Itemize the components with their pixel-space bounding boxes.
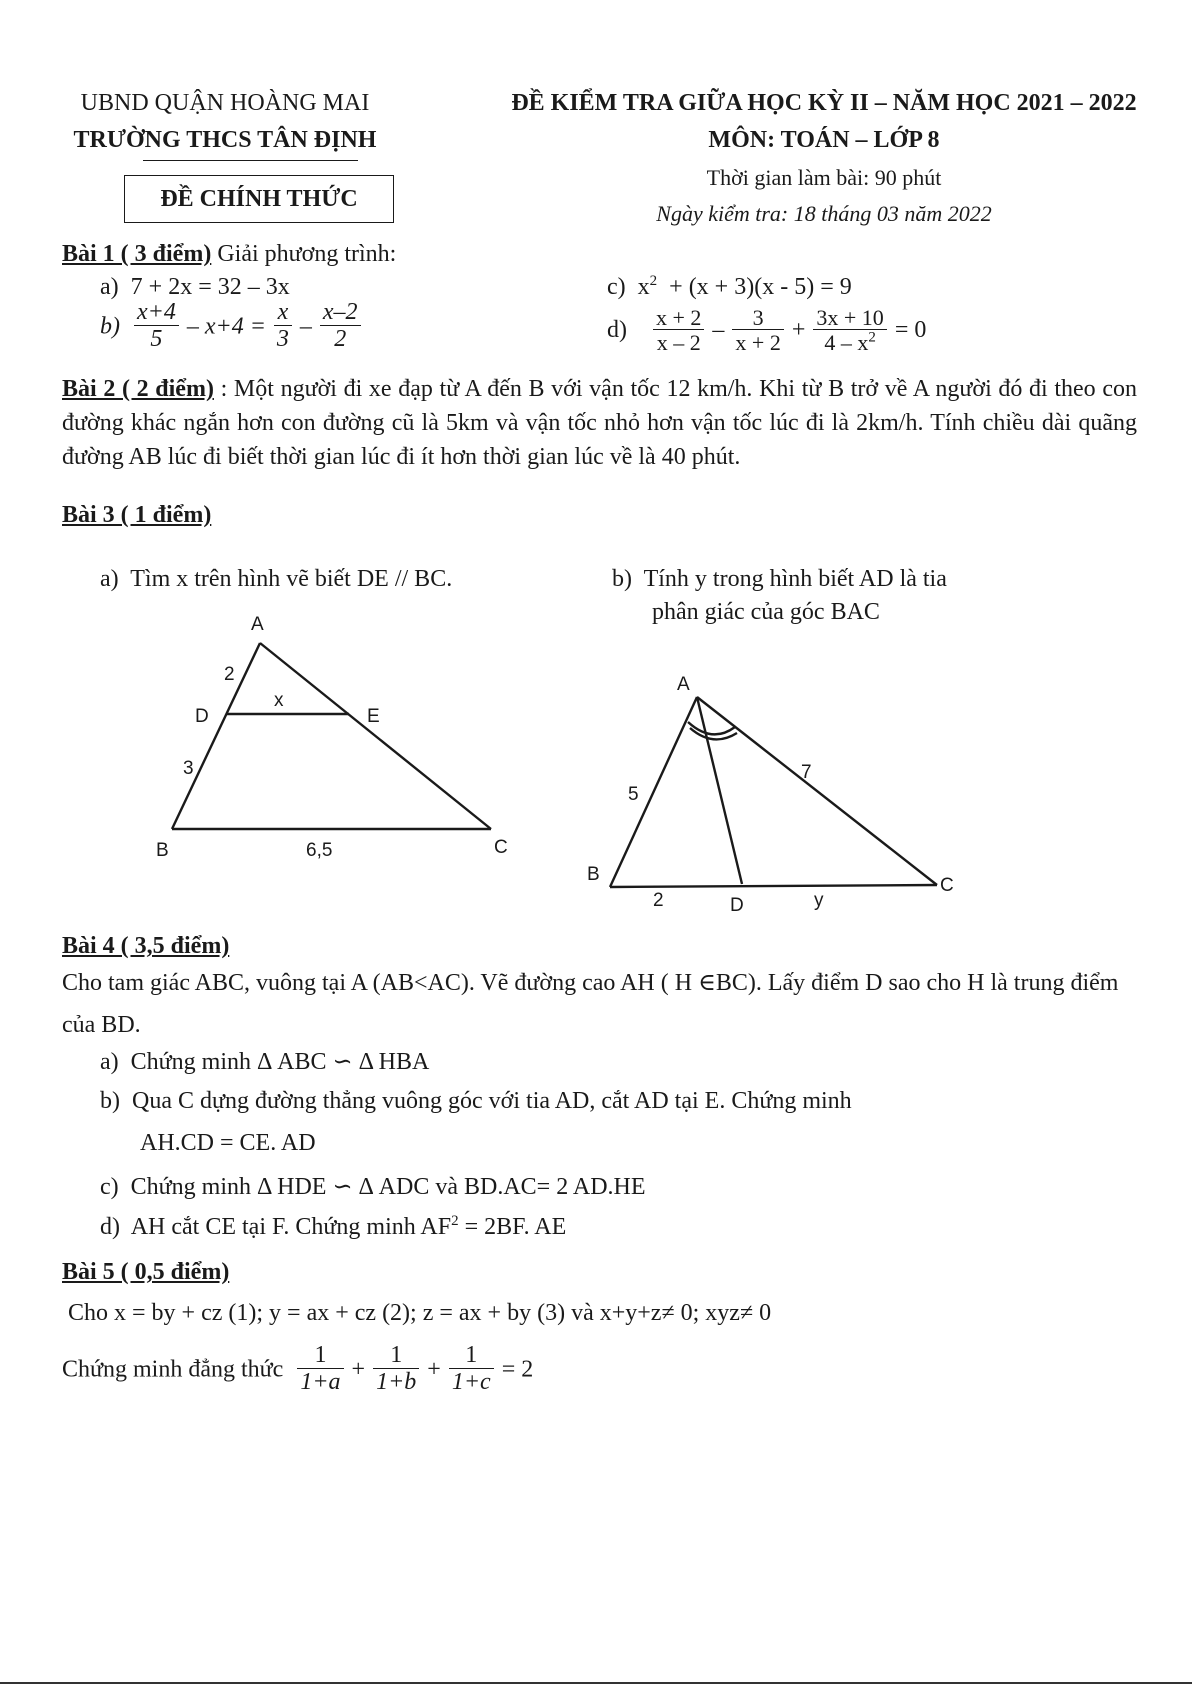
bai5-heading: Bài 5 ( 0,5 điểm) — [62, 1259, 230, 1285]
bai5-line1: Cho x = by + cz (1); y = ax + cz (2); z = ax + by (3) và x+y+z≠ 0; xyz≠ 0 — [68, 1300, 772, 1326]
bai1-c-x: x — [637, 274, 650, 300]
school-name: TRƯỜNG THCS TÂN ĐỊNH — [73, 127, 377, 153]
fig2-bisector-AD — [697, 697, 742, 884]
bai5-frac3: $\frac{1}{1+c}$ — [449, 1343, 494, 1397]
bai5-plus2: + — [427, 1356, 441, 1383]
fig2-length-BD: 2 — [653, 890, 664, 911]
bai1-b-label: b) — [100, 313, 120, 340]
bai4-b-text1: Qua C dựng đường thẳng vuông góc với tia AD, cắt AD tại E. Chứng minh — [132, 1088, 852, 1114]
bai3-a-label: a) — [100, 566, 119, 592]
bai1-c-label: c) — [607, 274, 626, 300]
fig2-side-AC — [697, 697, 937, 885]
bai4-heading: Bài 4 ( 3,5 điểm) — [62, 933, 230, 959]
bai5-line2-pre: Chứng minh đẳng thức — [62, 1356, 284, 1383]
bai4-d-exponent: 2 — [451, 1213, 459, 1229]
bai4-c-label: c) — [100, 1174, 119, 1200]
fig2-side-BC — [610, 885, 937, 887]
bai1-a-label: a) — [100, 274, 119, 300]
bai4-d — [100, 1214, 566, 1241]
bai1-d-rhs: = 0 — [894, 317, 927, 344]
bai1-b-frac2: $\frac{x}{3}$ — [274, 300, 292, 354]
bai5-plus1: + — [351, 1356, 366, 1383]
bai1-d-op1: – — [712, 317, 725, 344]
fig1-length-BC: 6,5 — [306, 840, 333, 861]
bai3-a-text: Tìm x trên hình vẽ biết DE // BC. — [130, 566, 453, 592]
bai5-line2 — [62, 1343, 533, 1397]
bai1-a-equation: 7 + 2x = 32 – 3x — [130, 274, 290, 300]
fig2-length-AB: 5 — [628, 784, 639, 805]
bai3-b-text2: phân giác của góc BAC — [652, 599, 880, 625]
page-bottom-edge — [0, 1682, 1192, 1684]
bai1-c-exponent: 2 — [649, 273, 658, 289]
fig2-label-B: B — [587, 864, 600, 885]
bai1-d-frac2: $\frac{3}{x + 2}$ — [732, 306, 783, 355]
bai4-a — [100, 1047, 429, 1076]
bai1-c-rest: + (x + 3)(x - 5) = 9 — [669, 274, 852, 300]
figure1-triangle — [172, 643, 491, 829]
bai4-intro: Cho tam giác ABC, vuông tại A (AB<AC). Vẽ đường cao AH ( H ∈BC). Lấy điểm D sao cho H là trung điểm của BD. — [62, 970, 1119, 1038]
figure2-triangle — [610, 697, 937, 887]
fig2-label-C: C — [940, 875, 954, 896]
bai1-b-mid: – x+4 = — [186, 313, 266, 340]
exam-title: ĐỀ KIỂM TRA GIỮA HỌC KỲ II – NĂM HỌC 2021 – 2022 — [511, 90, 1137, 116]
bai1-d-op2: + — [791, 317, 806, 344]
fig2-label-A: A — [677, 674, 690, 695]
fig1-side-AC — [260, 643, 491, 829]
bai1-d-frac3: $\frac{3x + 10}{4 - x^2}$ — [813, 306, 886, 355]
fig1-label-E: E — [367, 706, 380, 727]
fig2-length-DC: y — [814, 890, 824, 911]
bai1-d-frac1: $\frac{x + 2}{x - 2}$ — [653, 306, 704, 355]
fig1-length-DE: x — [274, 690, 284, 711]
fig1-length-DB: 3 — [183, 758, 194, 779]
fig1-label-D: D — [195, 706, 209, 727]
bai4-c — [100, 1172, 646, 1201]
fig2-label-D: D — [730, 895, 744, 916]
bai4-d-text-post: = 2BF. AE — [458, 1214, 567, 1240]
bai4-b-text2: AH.CD = CE. AD — [140, 1130, 316, 1156]
fig1-side-AB — [172, 643, 260, 829]
bai1-b-frac1: $\frac{x+4}{5}$ — [134, 300, 179, 354]
bai2-text: : Một người đi xe đạp từ A đến B với vận tốc 12 km/h. Khi từ B trở về A người đó đi theo con đường khác ngắn hơn con đường cũ là 5km và vận tốc nhỏ hơn vận tốc lúc đi là 2km/h. Tính chiều dài quãng đường AB lúc đi biết thời gian lúc đi ít hơn thời gian lúc về là 40 phút. — [62, 376, 1137, 470]
bai4-d-label: d) — [100, 1214, 120, 1240]
bai1-d-label: d) — [607, 317, 627, 344]
bai5-frac2: $\frac{1}{1+b}$ — [373, 1343, 419, 1397]
bai1-heading: Bài 1 ( 3 điểm) — [62, 241, 212, 267]
bai5-frac1: $\frac{1}{1+a}$ — [297, 1343, 343, 1397]
bai1-prompt: Giải phương trình: — [217, 241, 397, 267]
exam-subject: MÔN: TOÁN – LỚP 8 — [708, 127, 940, 153]
fig2-length-AC: 7 — [801, 762, 812, 783]
bai2-heading: Bài 2 ( 2 điểm) — [62, 376, 214, 402]
bai3-b-label: b) — [612, 566, 632, 592]
bai3-heading: Bài 3 ( 1 điểm) — [62, 502, 212, 528]
bai5-rhs: = 2 — [501, 1356, 534, 1383]
exam-date: Ngày kiểm tra: 18 tháng 03 năm 2022 — [656, 201, 992, 226]
bai4-a-label: a) — [100, 1049, 119, 1075]
exam-duration: Thời gian làm bài: 90 phút — [706, 165, 942, 190]
fig1-length-AD: 2 — [224, 664, 235, 685]
fig1-label-A: A — [251, 614, 264, 635]
fig1-label-C: C — [494, 837, 508, 858]
bai4-c-text: Chứng minh Δ HDE ∽ Δ ADC và BD.AC= 2 AD.HE — [130, 1174, 646, 1200]
bai3-b-text1: Tính y trong hình biết AD là tia — [643, 566, 947, 592]
bai4-b-label: b) — [100, 1088, 120, 1114]
bai1-b-minus: – — [299, 313, 312, 340]
official-exam-label: ĐỀ CHÍNH THỨC — [160, 186, 358, 212]
bai4-a-text: Chứng minh Δ ABC ∽ Δ HBA — [130, 1049, 430, 1075]
bai4-b — [100, 1088, 852, 1115]
fig2-side-AB — [610, 697, 697, 887]
fig1-label-B: B — [156, 840, 169, 861]
district-name: UBND QUẬN HOÀNG MAI — [80, 90, 370, 116]
bai1-b-frac3: $\frac{x-2}{2}$ — [320, 300, 361, 354]
bai4-d-text-pre: AH cắt CE tại F. Chứng minh AF — [130, 1214, 452, 1240]
